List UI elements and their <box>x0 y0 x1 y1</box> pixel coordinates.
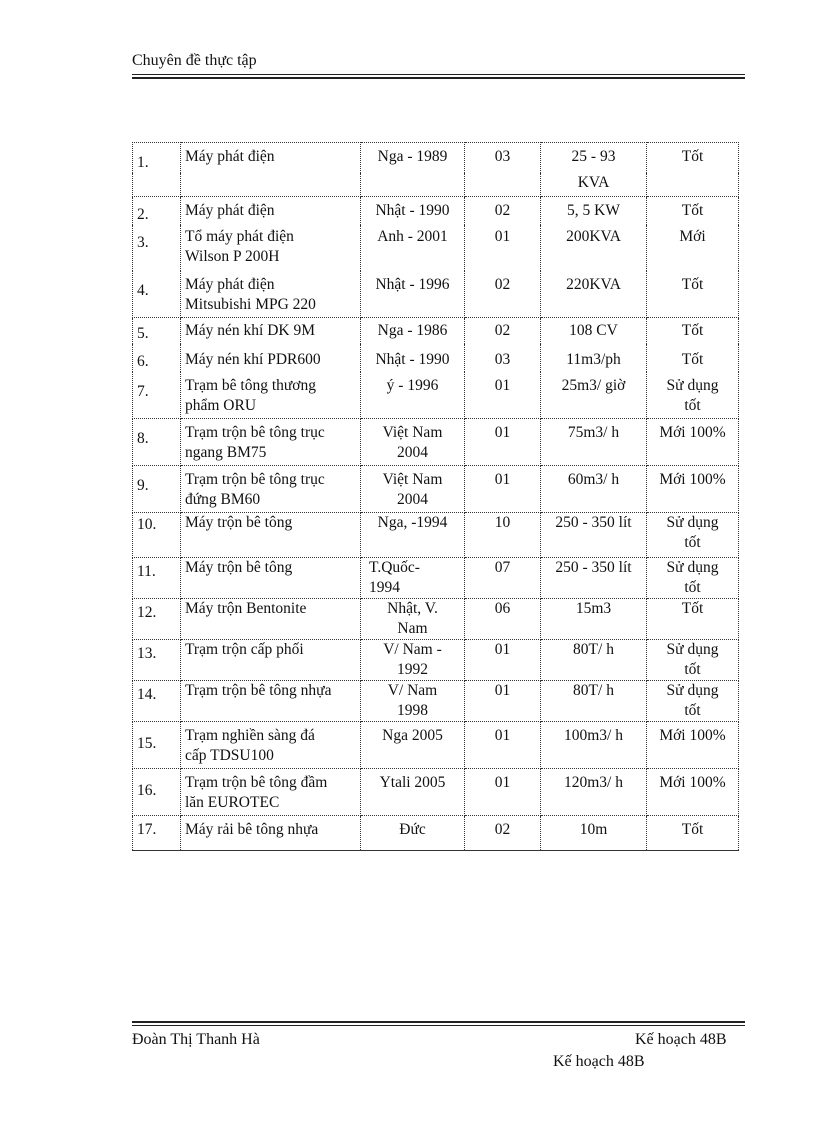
status-line: tốt <box>684 702 701 719</box>
equipment-name: Trạm trộn cấp phối <box>181 640 361 681</box>
origin-year: Nhật - 1990 <box>361 344 465 372</box>
table-row <box>133 197 739 226</box>
equipment-name: Máy phát điện <box>181 143 361 174</box>
equipment-name <box>181 769 361 816</box>
status: Tốt <box>647 599 739 640</box>
status <box>647 558 739 599</box>
origin-year <box>361 419 465 466</box>
equipment-name <box>181 225 361 271</box>
quantity: 01 <box>465 640 541 681</box>
equipment-name: Máy trộn Bentonite <box>181 599 361 640</box>
quantity: 02 <box>465 271 541 318</box>
name-line: đứng BM60 <box>185 491 261 508</box>
equipment-name <box>181 722 361 769</box>
origin-line: 1992 <box>397 661 428 678</box>
table-row <box>133 344 739 372</box>
origin-year <box>361 466 465 513</box>
status-line: tốt <box>684 661 701 678</box>
origin-year <box>361 681 465 722</box>
status: Mới 100% <box>647 769 739 816</box>
row-number <box>133 173 181 197</box>
row-number: 14. <box>133 681 181 722</box>
row-number: 16. <box>133 769 181 816</box>
table-row <box>133 466 739 513</box>
equipment-name <box>181 372 361 419</box>
equipment-name <box>181 173 361 197</box>
origin-year <box>361 173 465 197</box>
origin-year: Nhật - 1990 <box>361 197 465 226</box>
equipment-name: Máy trộn bê tông <box>181 513 361 558</box>
origin-line: V/ Nam - <box>383 641 442 658</box>
name-line: Trạm trộn bê tông trục <box>185 424 325 441</box>
name-line: lăn EUROTEC <box>185 794 280 811</box>
table-row <box>133 513 739 558</box>
quantity: 01 <box>465 372 541 419</box>
quantity: 01 <box>465 681 541 722</box>
status: Tốt <box>647 197 739 226</box>
quantity: 02 <box>465 816 541 851</box>
capacity: 5, 5 KW <box>541 197 647 226</box>
header-rule <box>132 74 745 75</box>
table-row <box>133 271 739 318</box>
table-row <box>133 816 739 851</box>
quantity: 01 <box>465 466 541 513</box>
capacity: 10m <box>541 816 647 851</box>
status-line: Sử dụng <box>666 682 719 699</box>
capacity: 80T/ h <box>541 640 647 681</box>
capacity: 250 - 350 lít <box>541 513 647 558</box>
equipment-name <box>181 466 361 513</box>
row-number: 7. <box>133 372 181 419</box>
equipment-name: Máy phát điện <box>181 197 361 226</box>
status-line: Sử dụng <box>666 559 719 576</box>
footer-plan-label: Kế hoạch 48B <box>635 1031 727 1048</box>
origin-line: 2004 <box>397 491 428 508</box>
quantity: 10 <box>465 513 541 558</box>
table-row <box>133 640 739 681</box>
status-line: tốt <box>684 579 701 596</box>
status <box>647 640 739 681</box>
table-row <box>133 225 739 271</box>
origin-line: T.Quốc- <box>369 559 420 576</box>
status-line: tốt <box>684 534 701 551</box>
quantity: 03 <box>465 143 541 174</box>
origin-line: 1994 <box>369 579 400 596</box>
status-line: Sử dụng <box>666 377 719 394</box>
header-rule-thick <box>132 77 745 79</box>
origin-year <box>361 599 465 640</box>
row-number: 9. <box>133 466 181 513</box>
table-row <box>133 318 739 345</box>
footer-rule <box>132 1025 745 1026</box>
capacity: 100m3/ h <box>541 722 647 769</box>
page-header-title: Chuyên đề thực tập <box>132 52 257 69</box>
origin-line: 1998 <box>397 702 428 719</box>
status: Mới 100% <box>647 466 739 513</box>
capacity: 25m3/ giờ <box>541 372 647 419</box>
quantity: 02 <box>465 197 541 226</box>
status <box>647 513 739 558</box>
capacity: KVA <box>541 173 647 197</box>
equipment-name <box>181 271 361 318</box>
equipment-name: Máy nén khí DK 9M <box>181 318 361 345</box>
row-number: 10. <box>133 513 181 558</box>
origin-line: V/ Nam <box>387 682 438 699</box>
capacity: 220KVA <box>541 271 647 318</box>
capacity: 200KVA <box>541 225 647 271</box>
quantity <box>465 173 541 197</box>
name-line: Mitsubishi MPG 220 <box>185 296 316 313</box>
origin-year: Anh - 2001 <box>361 225 465 271</box>
capacity: 120m3/ h <box>541 769 647 816</box>
table-row <box>133 722 739 769</box>
origin-line: Việt Nam <box>382 424 443 441</box>
table-row <box>133 372 739 419</box>
status-line: Sử dụng <box>666 641 719 658</box>
origin-year: Nhật - 1996 <box>361 271 465 318</box>
name-line: Trạm nghiền sàng đá <box>185 727 315 744</box>
capacity: 11m3/ph <box>541 344 647 372</box>
origin-year: Nga - 1986 <box>361 318 465 345</box>
row-number: 2. <box>133 197 181 226</box>
quantity: 01 <box>465 722 541 769</box>
table-row <box>133 558 739 599</box>
name-line: phẩm ORU <box>185 397 257 414</box>
status: Mới <box>647 225 739 271</box>
row-number: 11. <box>133 558 181 599</box>
origin-year: Nga 2005 <box>361 722 465 769</box>
status: Tốt <box>647 816 739 851</box>
table-row <box>133 173 739 197</box>
origin-line: Nhật, V. <box>387 600 438 617</box>
table-row <box>133 681 739 722</box>
origin-line: Việt Nam <box>382 471 443 488</box>
row-number: 3. <box>133 225 181 271</box>
capacity: 80T/ h <box>541 681 647 722</box>
name-line: Trạm bê tông thương <box>185 377 316 394</box>
equipment-name: Trạm trộn bê tông nhựa <box>181 681 361 722</box>
origin-year: Nga - 1989 <box>361 143 465 174</box>
row-number: 8. <box>133 419 181 466</box>
status: Mới 100% <box>647 419 739 466</box>
name-line: Máy phát điện <box>185 276 275 293</box>
capacity: 250 - 350 lít <box>541 558 647 599</box>
footer-author: Đoàn Thị Thanh Hà <box>132 1031 260 1048</box>
name-line: ngang BM75 <box>185 444 267 461</box>
name-line: Trạm trộn bê tông đầm <box>185 774 328 791</box>
equipment-name: Máy nén khí PDR600 <box>181 344 361 372</box>
origin-year <box>361 640 465 681</box>
row-number: 1. <box>133 143 181 174</box>
table-row <box>133 143 739 174</box>
name-line: Trạm trộn bê tông trục <box>185 471 325 488</box>
quantity: 01 <box>465 225 541 271</box>
status: Tốt <box>647 143 739 174</box>
quantity: 01 <box>465 769 541 816</box>
quantity: 07 <box>465 558 541 599</box>
status <box>647 173 739 197</box>
equipment-name: Máy trộn bê tông <box>181 558 361 599</box>
origin-year: Ytali 2005 <box>361 769 465 816</box>
status-line: Sử dụng <box>666 514 719 531</box>
origin-year: ý - 1996 <box>361 372 465 419</box>
equipment-table <box>132 142 739 851</box>
table-row <box>133 769 739 816</box>
row-number: 13. <box>133 640 181 681</box>
quantity: 01 <box>465 419 541 466</box>
quantity: 03 <box>465 344 541 372</box>
quantity: 02 <box>465 318 541 345</box>
status: Tốt <box>647 344 739 372</box>
status-line: tốt <box>684 397 701 414</box>
row-number: 6. <box>133 344 181 372</box>
row-number: 12. <box>133 599 181 640</box>
row-number: 17. <box>133 816 181 851</box>
name-line: Tổ máy phát điện <box>185 228 294 245</box>
origin-year: Nga, -1994 <box>361 513 465 558</box>
equipment-name: Máy rải bê tông nhựa <box>181 816 361 851</box>
origin-year: Đức <box>361 816 465 851</box>
quantity: 06 <box>465 599 541 640</box>
name-line: cấp TDSU100 <box>185 747 274 764</box>
capacity: 60m3/ h <box>541 466 647 513</box>
status: Tốt <box>647 271 739 318</box>
row-number: 5. <box>133 318 181 345</box>
capacity: 108 CV <box>541 318 647 345</box>
table-row <box>133 599 739 640</box>
status: Mới 100% <box>647 722 739 769</box>
capacity: 15m3 <box>541 599 647 640</box>
equipment-name <box>181 419 361 466</box>
table-row <box>133 419 739 466</box>
footer-rule-thick <box>132 1021 745 1023</box>
status: Tốt <box>647 318 739 345</box>
status <box>647 681 739 722</box>
origin-year <box>361 558 465 599</box>
origin-line: 2004 <box>397 444 428 461</box>
status <box>647 372 739 419</box>
capacity: 75m3/ h <box>541 419 647 466</box>
name-line: Wilson P 200H <box>185 248 280 265</box>
row-number: 4. <box>133 271 181 318</box>
capacity: 25 - 93 <box>541 143 647 174</box>
row-number: 15. <box>133 722 181 769</box>
footer-plan-label-repeat: Kế hoạch 48B <box>553 1053 645 1070</box>
origin-line: Nam <box>397 620 428 637</box>
